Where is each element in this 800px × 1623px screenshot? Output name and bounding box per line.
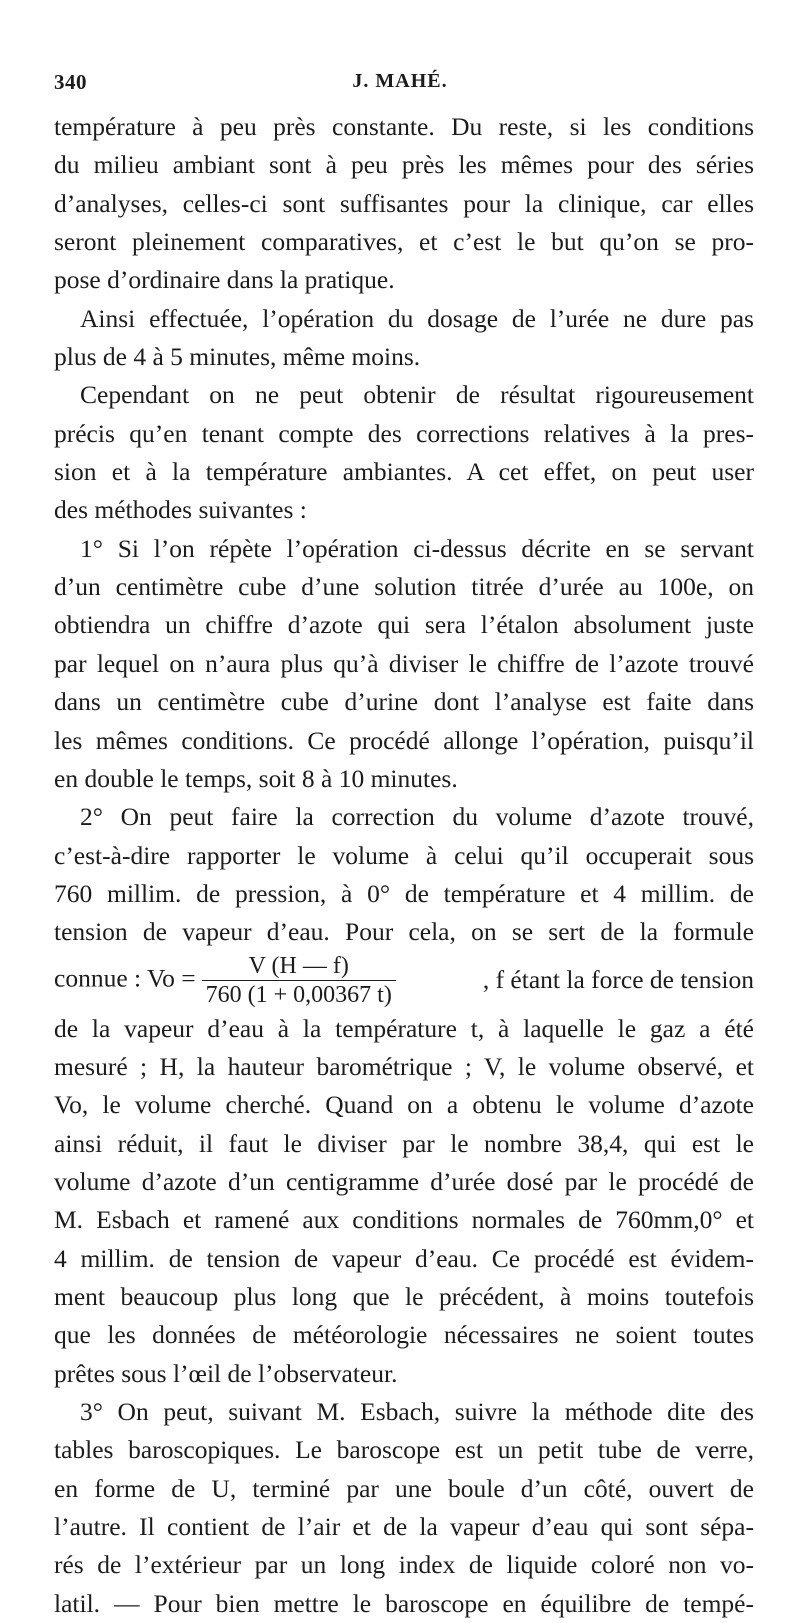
body-text <box>54 108 754 1623</box>
formula-line <box>54 952 754 1010</box>
formula-fraction <box>202 954 396 1007</box>
text-line: ment beaucoup plus long que le précédent, à moins toutefois <box>54 1281 754 1311</box>
text-line: que les données de météorologie nécessaires ne soient toutes <box>54 1320 754 1350</box>
text-line: en forme de U, terminé par une boule d’un côté, ouvert de <box>54 1473 754 1503</box>
formula-lead <box>54 954 402 1007</box>
text-line: mesuré ; H, la hauteur barométrique ; V, le volume observé, et <box>54 1051 754 1081</box>
text-line: pose d’ordinaire dans la pratique. <box>54 265 395 295</box>
text-line: rés de l’extérieur par un long index de liquide coloré non vo- <box>54 1550 754 1580</box>
text-line: du milieu ambiant sont à peu près les mêmes pour des séries <box>54 150 754 180</box>
formula-lead-text: connue : Vo = <box>54 963 196 993</box>
text-block-after-formula <box>54 1010 754 1623</box>
text-line: de la vapeur d’eau à la température t, à laquelle le gaz a été <box>54 1013 754 1043</box>
text-line: d’un centimètre cube d’une solution titrée d’urée au 100e, on <box>54 572 754 602</box>
running-title: J. MAHÉ. <box>352 70 448 92</box>
formula-tail: , f étant la force de tension <box>482 965 754 995</box>
text-line: les mêmes conditions. Ce procédé allonge l’opération, puisqu’il <box>54 725 754 755</box>
text-line: Vo, le volume cherché. Quand on a obtenu le volume d’azote <box>54 1090 754 1120</box>
text-line: 2° On peut faire la correction du volume d’azote trouvé, <box>80 802 754 832</box>
text-line: par lequel on n’aura plus qu’à diviser le chiffre de l’azote trouvé <box>54 648 754 678</box>
page-number: 340 <box>54 70 87 94</box>
text-line: en double le temps, soit 8 à 10 minutes. <box>54 763 458 793</box>
text-line: plus de 4 à 5 minutes, même moins. <box>54 342 421 372</box>
formula-numerator: V (H — f) <box>248 953 349 980</box>
text-block-before-formula <box>54 108 754 952</box>
text-line: sion et à la température ambiantes. A cet effet, on peut user <box>54 457 754 487</box>
text-line: précis qu’en tenant compte des corrections relatives à la pres- <box>54 418 754 448</box>
text-line: des méthodes suivantes : <box>54 495 307 525</box>
text-line: 4 millim. de tension de vapeur d’eau. Ce procédé est évidem- <box>54 1243 754 1273</box>
text-line: l’autre. Il contient de l’air et de la vapeur d’eau qui sont sépa- <box>54 1512 754 1542</box>
text-line: 760 millim. de pression, à 0° de température et 4 millim. de <box>54 878 754 908</box>
text-line: Cependant on ne peut obtenir de résultat rigoureusement <box>80 380 754 410</box>
text-line: volume d’azote d’un centigramme d’urée dosé par le procédé de <box>54 1166 754 1196</box>
text-line: obtiendra un chiffre d’azote qui sera l’étalon absolument juste <box>54 610 754 640</box>
text-line: dans un centimètre cube d’urine dont l’analyse est faite dans <box>54 687 754 717</box>
text-line: c’est-à-dire rapporter le volume à celui qu’il occuperait sous <box>54 840 754 870</box>
text-line: température à peu près constante. Du reste, si les conditions <box>54 112 754 141</box>
text-line: tables baroscopiques. Le baroscope est un petit tube de verre, <box>54 1435 754 1465</box>
formula-denominator: 760 (1 + 0,00367 t) <box>202 980 396 1007</box>
text-line: latil. — Pour bien mettre le baroscope en équilibre de tempé- <box>54 1588 754 1618</box>
text-line: prêtes sous l’œil de l’observateur. <box>54 1358 398 1388</box>
text-line: 1° Si l’on répète l’opération ci-dessus décrite en se servant <box>80 533 754 563</box>
text-line: M. Esbach et ramené aux conditions normales de 760mm,0° et <box>54 1205 754 1235</box>
text-line: tension de vapeur d’eau. Pour cela, on se sert de la formule <box>54 917 754 947</box>
text-line: Ainsi effectuée, l’opération du dosage de l’urée ne dure pas <box>80 303 754 333</box>
text-line: d’analyses, celles-ci sont suffisantes pour la clinique, car elles <box>54 188 754 218</box>
text-line: seront pleinement comparatives, et c’est le but qu’on se pro- <box>54 227 754 257</box>
text-line: ainsi réduit, il faut le diviser par le nombre 38,4, qui est le <box>54 1128 754 1158</box>
text-line: 3° On peut, suivant M. Esbach, suivre la méthode dite des <box>80 1397 754 1426</box>
